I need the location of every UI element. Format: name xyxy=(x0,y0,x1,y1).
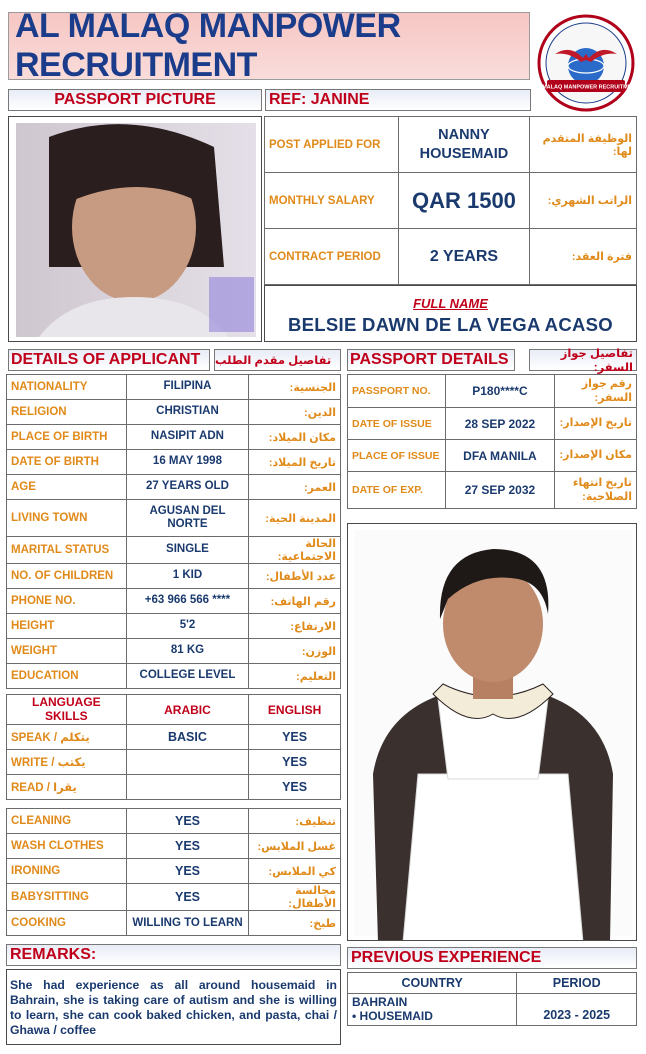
job-arabic: الراتب الشهري: xyxy=(530,173,637,229)
applicant-label: DATE OF BIRTH xyxy=(7,450,127,475)
applicant-row xyxy=(7,475,341,500)
job-arabic: فترة العقد: xyxy=(530,229,637,285)
full-body-photo xyxy=(348,524,637,941)
passport-arabic: تاريخ انتهاء الصلاحية: xyxy=(555,472,637,509)
full-name-label: FULL NAME xyxy=(413,296,488,311)
experience-col-period: PERIOD xyxy=(517,973,637,994)
remarks-text: She had experience as all around housemaid in Bahrain, she is taking care of autism and she is willing to learn, she can cook baked chicken, and pasta, chai / Ghawa / coffee xyxy=(10,978,337,1037)
applicant-value: 27 YEARS OLD xyxy=(126,475,249,500)
passport-value: DFA MANILA xyxy=(445,440,555,472)
skill-row xyxy=(7,884,341,911)
applicant-label: WEIGHT xyxy=(7,639,127,664)
page-title: AL MALAQ MANPOWER RECRUITMENT xyxy=(15,7,401,84)
passport-row xyxy=(348,375,637,408)
language-arabic-level xyxy=(126,750,249,775)
skill-label: IRONING xyxy=(7,859,127,884)
applicant-label: HEIGHT xyxy=(7,614,127,639)
passport-label: PLACE OF ISSUE xyxy=(348,440,446,472)
applicant-arabic: الارتفاع: xyxy=(249,614,341,639)
experience-country: BAHRAIN xyxy=(352,994,408,1009)
experience-col-country: COUNTRY xyxy=(348,973,517,994)
experience-title: PREVIOUS EXPERIENCE xyxy=(351,949,542,966)
passport-arabic: مكان الإصدار: xyxy=(555,440,637,472)
title-banner xyxy=(8,7,530,84)
job-label: POST APPLIED FOR xyxy=(265,117,399,173)
applicant-label: LIVING TOWN xyxy=(7,500,127,537)
passport-photo-frame xyxy=(8,116,262,342)
passport-label: DATE OF ISSUE xyxy=(348,408,446,440)
language-header-english: ENGLISH xyxy=(249,695,341,725)
applicant-label: MARITAL STATUS xyxy=(7,537,127,564)
ref-header xyxy=(265,89,531,111)
passport-title-ar: تفاصيل جواز السفر: xyxy=(560,348,633,374)
language-skill-label: SPEAK / يتكلم xyxy=(7,725,127,750)
passport-label: DATE OF EXP. xyxy=(348,472,446,509)
skill-label: BABYSITTING xyxy=(7,884,127,911)
applicant-value: COLLEGE LEVEL xyxy=(126,664,249,689)
applicant-header-ar xyxy=(214,349,341,371)
language-skill-label: WRITE / يكتب xyxy=(7,750,127,775)
skill-value: YES xyxy=(126,859,249,884)
applicant-label: EDUCATION xyxy=(7,664,127,689)
skill-arabic: طبخ: xyxy=(249,911,341,936)
skill-label: CLEANING xyxy=(7,809,127,834)
logo-text: AL MALAQ MANPOWER RECRUITMENT xyxy=(535,84,637,91)
applicant-label: PLACE OF BIRTH xyxy=(7,425,127,450)
applicant-label: RELIGION xyxy=(7,400,127,425)
skill-value: WILLING TO LEARN xyxy=(126,911,249,936)
applicant-arabic: العمر: xyxy=(249,475,341,500)
passport-value: 28 SEP 2022 xyxy=(445,408,555,440)
applicant-row xyxy=(7,639,341,664)
skill-row xyxy=(7,859,341,884)
experience-role: • HOUSEMAID xyxy=(352,1008,433,1023)
skill-row xyxy=(7,809,341,834)
applicant-value: SINGLE xyxy=(126,537,249,564)
language-row xyxy=(7,775,341,800)
passport-title: PASSPORT DETAILS xyxy=(350,351,509,368)
applicant-value: NASIPIT ADN xyxy=(126,425,249,450)
applicant-row xyxy=(7,375,341,400)
applicant-row xyxy=(7,564,341,589)
language-skill-label: READ / يقرا xyxy=(7,775,127,800)
applicant-row xyxy=(7,537,341,564)
experience-header xyxy=(347,947,637,969)
passport-header xyxy=(347,349,515,371)
skill-row xyxy=(7,834,341,859)
language-english-level: YES xyxy=(249,725,341,750)
language-row xyxy=(7,725,341,750)
language-table xyxy=(6,694,341,800)
experience-country-cell xyxy=(348,994,517,1026)
passport-arabic: رقم جواز السفر: xyxy=(555,375,637,408)
applicant-value: 16 MAY 1998 xyxy=(126,450,249,475)
job-arabic: الوظيفة المتقدم لها: xyxy=(530,117,637,173)
skill-value: YES xyxy=(126,834,249,859)
applicant-arabic: تاريخ الميلاد: xyxy=(249,450,341,475)
applicant-label: PHONE NO. xyxy=(7,589,127,614)
remarks-title: REMARKS: xyxy=(10,946,97,963)
full-name-value: BELSIE DAWN DE LA VEGA ACASO xyxy=(288,314,613,335)
salary-value: QAR 1500 xyxy=(398,173,530,229)
language-english-level: YES xyxy=(249,775,341,800)
language-arabic-level xyxy=(126,775,249,800)
applicant-value: 81 KG xyxy=(126,639,249,664)
applicant-arabic: الوزن: xyxy=(249,639,341,664)
passport-row xyxy=(348,472,637,509)
passport-label: PASSPORT NO. xyxy=(348,375,446,408)
passport-arabic: تاريخ الإصدار: xyxy=(555,408,637,440)
applicant-row xyxy=(7,664,341,689)
language-header-row xyxy=(7,695,341,725)
skill-row xyxy=(7,911,341,936)
language-english-level: YES xyxy=(249,750,341,775)
ref-label: REF: JANINE xyxy=(269,91,370,108)
remarks-header xyxy=(6,944,341,966)
applicant-row xyxy=(7,425,341,450)
experience-table xyxy=(347,972,637,1026)
language-header-skills: LANGUAGE SKILLS xyxy=(7,695,127,725)
passport-photo xyxy=(9,117,262,342)
applicant-arabic: الجنسية: xyxy=(249,375,341,400)
passport-value: P180****C xyxy=(445,375,555,408)
passport-table xyxy=(347,374,637,509)
skill-label: COOKING xyxy=(7,911,127,936)
applicant-header xyxy=(8,349,210,371)
skill-arabic: تنظيف: xyxy=(249,809,341,834)
full-name-box xyxy=(264,285,637,342)
job-row xyxy=(265,173,637,229)
applicant-value: AGUSAN DEL NORTE xyxy=(126,500,249,537)
applicant-value: CHRISTIAN xyxy=(126,400,249,425)
applicant-value: +63 966 566 **** xyxy=(126,589,249,614)
applicant-row xyxy=(7,450,341,475)
job-row xyxy=(265,229,637,285)
applicant-title: DETAILS OF APPLICANT xyxy=(11,351,201,368)
passport-header-ar xyxy=(529,348,637,374)
applicant-arabic: الحالة الاجتماعية: xyxy=(249,537,341,564)
applicant-value: FILIPINA xyxy=(126,375,249,400)
skill-value: YES xyxy=(126,884,249,911)
passport-picture-header xyxy=(8,89,262,111)
job-table xyxy=(264,116,637,285)
remarks-box xyxy=(6,969,341,1045)
company-logo xyxy=(535,14,637,112)
applicant-label: NO. OF CHILDREN xyxy=(7,564,127,589)
experience-row xyxy=(348,994,637,1026)
skill-arabic: مجالسة الأطفال: xyxy=(249,884,341,911)
passport-value: 27 SEP 2032 xyxy=(445,472,555,509)
applicant-arabic: الدين: xyxy=(249,400,341,425)
skills-table xyxy=(6,808,341,936)
passport-row xyxy=(348,440,637,472)
applicant-value: 5'2 xyxy=(126,614,249,639)
applicant-label: AGE xyxy=(7,475,127,500)
applicant-row xyxy=(7,589,341,614)
applicant-arabic: عدد الأطفال: xyxy=(249,564,341,589)
language-row xyxy=(7,750,341,775)
job-row xyxy=(265,117,637,173)
applicant-arabic: المدينة الحية: xyxy=(249,500,341,537)
applicant-value: 1 KID xyxy=(126,564,249,589)
applicant-row xyxy=(7,400,341,425)
passport-row xyxy=(348,408,637,440)
job-label: CONTRACT PERIOD xyxy=(265,229,399,285)
passport-picture-label: PASSPORT PICTURE xyxy=(54,91,216,108)
job-value: NANNY HOUSEMAID xyxy=(398,117,530,173)
job-label: MONTHLY SALARY xyxy=(265,173,399,229)
applicant-title-ar: تفاصيل مقدم الطلب xyxy=(215,355,332,367)
skill-arabic: كي الملابس: xyxy=(249,859,341,884)
applicant-arabic: رقم الهاتف: xyxy=(249,589,341,614)
job-value: 2 YEARS xyxy=(398,229,530,285)
language-header-arabic: ARABIC xyxy=(126,695,249,725)
applicant-table xyxy=(6,374,341,689)
applicant-arabic: التعليم: xyxy=(249,664,341,689)
experience-header-row xyxy=(348,973,637,994)
applicant-arabic: مكان الميلاد: xyxy=(249,425,341,450)
skill-arabic: غسل الملابس: xyxy=(249,834,341,859)
experience-period: 2023 - 2025 xyxy=(517,994,637,1026)
applicant-row xyxy=(7,500,341,537)
applicant-label: NATIONALITY xyxy=(7,375,127,400)
skill-label: WASH CLOTHES xyxy=(7,834,127,859)
full-body-photo-frame xyxy=(347,523,637,941)
applicant-row xyxy=(7,614,341,639)
language-arabic-level: BASIC xyxy=(126,725,249,750)
skill-value: YES xyxy=(126,809,249,834)
